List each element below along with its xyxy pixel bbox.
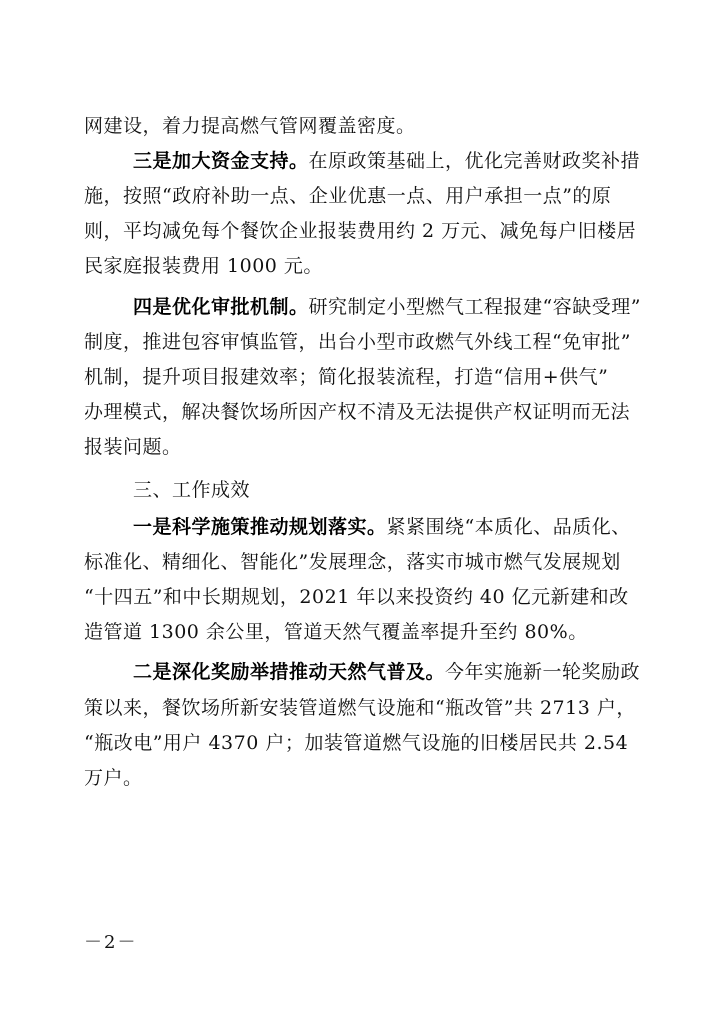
paragraph-first-line (133, 660, 654, 684)
paragraph-first-line (133, 149, 654, 173)
paragraph-line: 报装问题。 (84, 436, 182, 458)
paragraph-line: 则，平均减免每个餐饮企业报装费用约 2 万元、减免每户旧楼居 (84, 220, 637, 242)
section-heading: 三、工作成效 (133, 479, 251, 501)
paragraph-first-line (133, 295, 654, 319)
paragraph-line: 民家庭报装费用 1000 元。 (84, 255, 323, 277)
paragraph-lead: 三是加大资金支持。 (133, 150, 309, 172)
paragraph-line: 策以来，餐饮场所新安装管道燃气设施和“瓶改管”共 2713 户， (84, 697, 636, 719)
paragraph-line: 施，按照“政府补助一点、企业优惠一点、用户承担一点”的原 (84, 185, 612, 207)
paragraph-line: 制度，推进包容审慎监管，出台小型市政燃气外线工程“免审批” (84, 331, 631, 353)
paragraph-line: 造管道 1300 余公里，管道天然气覆盖率提升至约 80%。 (84, 621, 588, 643)
paragraph-line: 万户。 (84, 767, 143, 789)
paragraph-text: 研究制定小型燃气工程报建“容缺受理” (308, 296, 641, 318)
paragraph-lead: 一是科学施策推动规划落实。 (133, 516, 387, 538)
paragraph-line: 网建设，着力提高燃气管网覆盖密度。 (84, 115, 416, 137)
paragraph-line: “十四五”和中长期规划，2021 年以来投资约 40 亿元新建和改 (84, 586, 629, 608)
paragraph-line: 办理模式，解决餐饮场所因产权不清及无法提供产权证明而无法 (84, 401, 631, 423)
page-number: －2－ (84, 932, 138, 953)
paragraph-first-line (133, 515, 654, 539)
paragraph-line: 机制，提升项目报建效率；简化报装流程，打造“信用+供气” (84, 366, 609, 388)
paragraph-line: 标准化、精细化、智能化”发展理念，落实市城市燃气发展规划 (84, 551, 621, 573)
paragraph-text: 紧紧围绕“本质化、品质化、 (386, 516, 631, 538)
paragraph-lead: 二是深化奖励举措推动天然气普及。 (133, 661, 446, 683)
paragraph-text: 今年实施新一轮奖励政 (445, 661, 641, 683)
paragraph-line: “瓶改电”用户 4370 户；加装管道燃气设施的旧楼居民共 2.54 (84, 732, 629, 754)
paragraph-text: 在原政策基础上，优化完善财政奖补措 (308, 150, 641, 172)
paragraph-lead: 四是优化审批机制。 (133, 296, 309, 318)
